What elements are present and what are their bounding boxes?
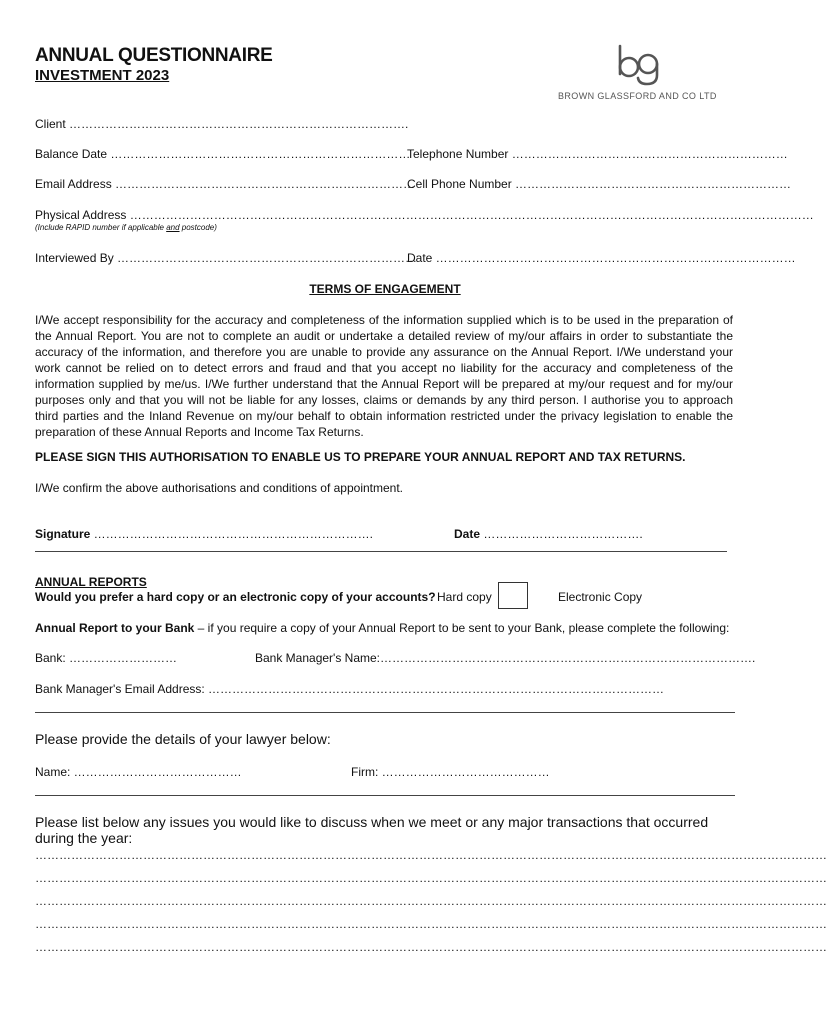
terms-body: I/We accept responsibility for the accuracy and completeness of the information supplied which is to be used in the preparation of the Annual Report. You are not to complete an audit or undertake a detailed review of my/our affairs in order to substantiate the accuracy of the information, and therefore you are unable to provide any assurance on the Annual Report. I/We understand your work cannot be relied on to detect errors and fraud and that you accept no liability for the accuracy and completeness of the information supplied by me/us. I/We further understand that the Annual Report will be prepared at my/our request and for my/our purposes only and that you will not be liable for any losses, claims or demands by any third person. I authorise you to approach third parties and the Inland Revenue on my/our behalf to obtain information restricted under the privacy legislation to enable the preparation of these Annual Reports and Income Tax Returns.	[35, 313, 733, 439]
hard-copy-label: Hard copy	[437, 590, 492, 604]
hard-copy-checkbox[interactable]	[498, 582, 528, 609]
note-text-end: postcode)	[179, 223, 217, 232]
email-field[interactable]: Email Address …………………………………………………………………	[35, 177, 416, 191]
bank-email-field[interactable]: Bank Manager's Email Address: ……………………………………………………………………………………………………	[35, 682, 665, 696]
cell-phone-field[interactable]: Cell Phone Number ……………………………………………………………	[407, 177, 792, 191]
issues-line-4[interactable]: ………………………………………………………………………………………………………………………………………………………………………………	[35, 917, 827, 931]
physical-address-field[interactable]: Physical Address ………………………………………………………………………………………………………………………………………………………	[35, 208, 814, 222]
note-text: (Include RAPID number if applicable	[35, 223, 167, 232]
bank-heading: Annual Report to your Bank	[35, 621, 195, 635]
lawyer-name-field[interactable]: Name: ……………………………………	[35, 765, 242, 779]
signature-field[interactable]	[35, 527, 373, 541]
issues-prompt: Please list below any issues you would like to discuss when we meet or any major transactions that occurred during the year:	[35, 814, 709, 846]
sign-notice: PLEASE SIGN THIS AUTHORISATION TO ENABLE US TO PREPARE YOUR ANNUAL REPORT AND TAX RETURNS.	[35, 450, 686, 464]
signature-label: Signature	[35, 527, 91, 541]
balance-date-field[interactable]: Balance Date …………………………………………………………………	[35, 147, 411, 161]
form-subtitle: INVESTMENT 2023	[35, 67, 170, 84]
signature-date-label: Date	[454, 527, 481, 541]
divider	[35, 551, 727, 552]
lawyer-prompt: Please provide the details of your lawyer below:	[35, 731, 331, 747]
signature-line: …………………………………………………………….	[90, 527, 374, 541]
form-title: ANNUAL QUESTIONNAIRE	[35, 45, 273, 66]
company-logo	[612, 44, 666, 86]
issues-line-2[interactable]: ………………………………………………………………………………………………………………………………………………………………………………	[35, 871, 827, 885]
client-field[interactable]: Client ………………………………………………………………………….	[35, 117, 409, 131]
interviewed-by-field[interactable]: Interviewed By …………………………………………………………………	[35, 251, 418, 265]
confirm-text: I/We confirm the above authorisations and conditions of appointment.	[35, 481, 403, 495]
signature-date-field[interactable]	[454, 527, 643, 541]
issues-line-1[interactable]: ………………………………………………………………………………………………………………………………………………………………………………	[35, 848, 827, 862]
lawyer-firm-field[interactable]: Firm: ……………………………………	[351, 765, 550, 779]
bank-field[interactable]: Bank: ………………………	[35, 651, 178, 665]
annual-reports-heading: ANNUAL REPORTS	[35, 575, 147, 589]
physical-address-note	[35, 223, 217, 232]
copy-question: Would you prefer a hard copy or an electronic copy of your accounts?	[35, 590, 436, 604]
divider	[35, 712, 735, 713]
telephone-field[interactable]: Telephone Number ……………………………………………………………	[407, 147, 788, 161]
bank-instruction	[35, 621, 729, 635]
terms-heading: TERMS OF ENGAGEMENT	[309, 282, 461, 296]
issues-line-5[interactable]: ………………………………………………………………………………………………………………………………………………………………………………	[35, 940, 827, 954]
note-and: and	[166, 223, 180, 232]
electronic-copy-label[interactable]: Electronic Copy	[558, 590, 643, 604]
date-field[interactable]: Date ………………………………………………………………………………	[407, 251, 796, 265]
bank-instruction-text: – if you require a copy of your Annual Report to be sent to your Bank, please complete the following:	[194, 621, 730, 635]
company-name: BROWN GLASSFORD AND CO LTD	[558, 91, 717, 101]
bank-manager-field[interactable]: Bank Manager's Name:………………………………………………………………………………….	[255, 651, 756, 665]
signature-date-line: ………………………………….	[480, 527, 643, 541]
issues-line-3[interactable]: ………………………………………………………………………………………………………………………………………………………………………………	[35, 894, 827, 908]
divider	[35, 795, 735, 796]
